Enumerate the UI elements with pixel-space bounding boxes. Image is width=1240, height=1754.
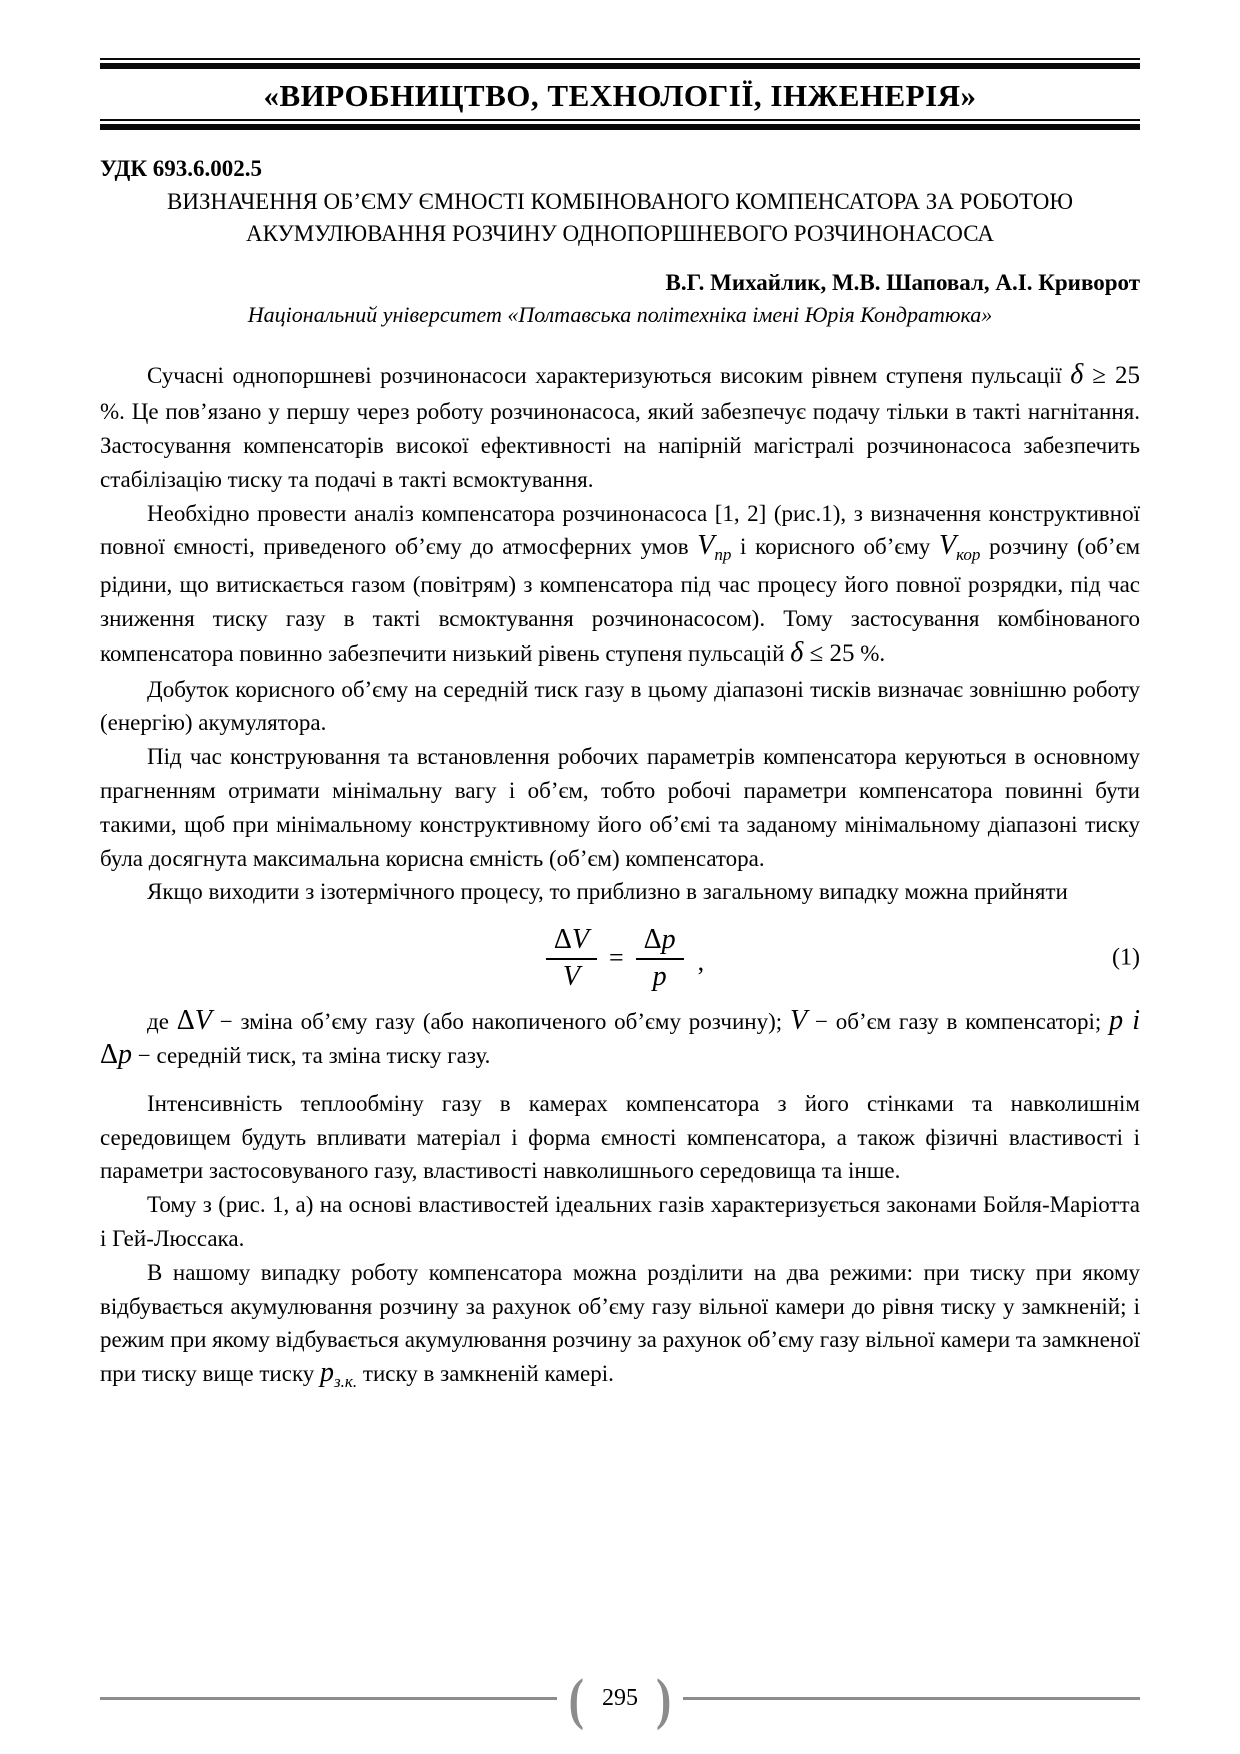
paragraph-2: [100, 497, 1140, 673]
page-number: 295: [602, 1685, 638, 1711]
paragraph-9: [100, 1256, 1140, 1395]
article-title: ВИЗНАЧЕННЯ ОБ’ЄМУ ЄМНОСТІ КОМБІНОВАНОГО КОМПЕНСАТОРА ЗА РОБОТОЮ АКУМУЛЮВАННЯ РОЗЧИНУ ОДНОПОРШНЕВОГО РОЗЧИНОНАСОСА: [167, 189, 1073, 247]
authors-line: В.Г. Михайлик, М.В. Шаповал, А.І. Криворот: [665, 270, 1140, 296]
fraction-right-denominator: p: [652, 961, 667, 993]
math-delta-symbol: Δ: [553, 924, 572, 956]
math-subscript-kor: кор: [956, 545, 981, 565]
fraction-left: [546, 925, 597, 991]
paragraph-text: Необхідно провести аналіз компенсатора розчинонасоса [1, 2] (рис.1), з визначення конструктивної повної ємності, приведеного об’єму до атмосферних умов: [100, 500, 1140, 560]
math-subscript-pr: пр: [714, 545, 732, 565]
fraction-right: [636, 925, 684, 991]
paragraph-text: розчину (об’єм рідини, що витискається газом (повітрям) з компенсатора під час процесу його повної розрядки, під час зниження тиску газу в такті всмоктування розчинонасосом). Тому застосування комбінованого компенсатора повинно забезпечити низький рівень ступеня пульсацій: [100, 534, 1141, 666]
paragraph-text: де: [147, 1009, 177, 1035]
footer-rule-left: [100, 1697, 557, 1700]
affiliation-line: Національний університет «Полтавська політехніка імені Юрія Кондратюка»: [247, 302, 993, 328]
math-var-v: V: [194, 1005, 212, 1037]
math-var-p: p: [661, 924, 676, 956]
paragraph-text: тиску в замкненій камері.: [357, 1361, 614, 1387]
math-relation: ≥ 25: [1083, 362, 1140, 390]
paragraph-1: [100, 358, 1140, 496]
paragraph-5: Якщо виходити з ізотермічного процесу, то приблизно в загальному випадку можна прийняти: [147, 879, 1068, 905]
math-delta-symbol: Δ: [643, 924, 662, 956]
math-delta-symbol: δ: [1070, 359, 1084, 391]
paragraph-4: Під час конструювання та встановлення робочих параметрів компенсатора керуються в основному прагненням отримати мінімальну вагу і об’єм, тобто робочі параметри компенсатора повинні бути такими, щоб при мінімальному конструктивному його об’ємі та заданому мінімальному діапазоні тиску була досягнута максимальна корисна ємність (об’єм) компенсатора.: [100, 744, 1140, 871]
math-var-p: p: [118, 1038, 133, 1070]
math-var-v: V: [790, 1005, 808, 1037]
paragraph-text: і корисного об’єму: [731, 534, 939, 560]
math-var-p: p: [1109, 1005, 1124, 1037]
paragraph-text: − об’єм газу в компенсаторі;: [807, 1009, 1110, 1035]
paragraph-8: Тому з (рис. 1, а) на основі властивостей ідеальних газів характеризується законами Бойля-Маріотта і Гей-Люссака.: [100, 1192, 1140, 1251]
math-subscript-zk: з.к.: [334, 1372, 358, 1392]
banner-rule-top-thin: [100, 58, 1140, 60]
header-banner: [100, 58, 1140, 130]
math-delta-symbol: Δ: [176, 1005, 195, 1037]
banner-rule-bottom-thick: [100, 124, 1140, 130]
paragraph-text: %. Це пов’язано у першу через роботу розчинонасоса, який забезпечує подачу тільки в такті нагнітання. Застосування компенсаторів високої ефективності на напірній магістралі розчинонасоса забезпечить стабілізацію тиску та подачі в такті всмоктування.: [100, 399, 1140, 492]
fraction-left-denominator: V: [562, 961, 580, 993]
math-var-p-zk: p: [320, 1357, 335, 1389]
fraction-right-numerator: [636, 925, 684, 960]
math-relation: ≤ 25: [803, 639, 855, 667]
fraction-left-numerator: [546, 925, 597, 960]
paragraph-text: В нашому випадку роботу компенсатора можна розділити на два режими: при тиску при якому відбувається акумулювання розчину за рахунок об’єму газу вільної камери до рівня тиску у замкненій; і режим при якому відбувається акумулювання розчину за рахунок об’єму газу вільної камери та замкненої при тиску вище тиску: [100, 1259, 1140, 1387]
banner-title: «ВИРОБНИЦТВО, ТЕХНОЛОГІЇ, ІНЖЕНЕРІЯ»: [263, 78, 977, 113]
equation-comma: ,: [697, 947, 705, 977]
banner-rule-bottom-thin: [100, 119, 1140, 121]
paragraph-text: Сучасні однопоршневі розчинонасоси характеризуються високим рівнем ступеня пульсації: [147, 363, 1071, 389]
math-var-v: V: [571, 924, 589, 956]
math-delta-symbol: Δ: [100, 1038, 119, 1070]
paragraph-text: %.: [854, 640, 886, 666]
math-var-v-pr: V: [697, 530, 715, 562]
math-var-v-kor: V: [938, 530, 957, 562]
equals-sign: =: [608, 943, 624, 973]
paragraph-text: − зміна об’єму газу (або накопиченого об’єму розчину);: [211, 1009, 791, 1035]
paragraph-6: [100, 1005, 1140, 1073]
paragraph-text: − середній тиск, та зміна тиску газу.: [132, 1042, 491, 1068]
page-footer: ( 295 ): [100, 1685, 1140, 1712]
equation-number: (1): [1112, 944, 1140, 971]
equation-1: [100, 925, 1140, 991]
paragraph-3: Добуток корисного об’єму на середній тиск газу в цьому діапазоні тисків визначає зовнішню роботу (енергію) акумулятора.: [100, 676, 1140, 736]
footer-rule-right: [683, 1697, 1140, 1700]
paragraph-7: Інтенсивність теплообміну газу в камерах компенсатора з його стінками та навколишнім середовищем будуть впливати матеріал і форма ємності компенсатора, а також фізичні властивості і параметри застосовуваного газу, властивості навколишнього середовища та інше.: [100, 1090, 1140, 1184]
udc-label: УДК 693.6.002.5: [100, 156, 263, 181]
math-conjunction: і: [1123, 1005, 1140, 1037]
math-delta-symbol: δ: [790, 636, 804, 668]
